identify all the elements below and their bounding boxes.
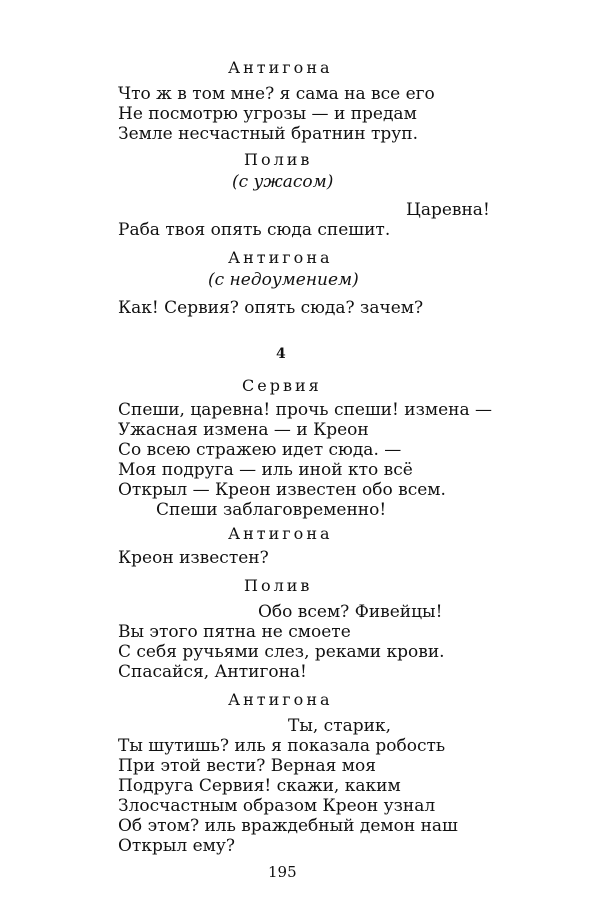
verse-line: Обо всем? Фивейцы! [258, 602, 443, 622]
verse-line: Подруга Сервия! скажи, каким [118, 776, 401, 796]
speaker-name: Антигона [228, 524, 333, 543]
verse-line: Об этом? иль враждебный демон наш [118, 816, 458, 836]
verse-line: Злосчастным образом Креон узнал [118, 796, 436, 816]
verse-line: Спасайся, Антигона! [118, 662, 307, 682]
section-number: 4 [276, 346, 286, 362]
verse-line: Со всею стражею идет сюда. — [118, 440, 402, 460]
verse-line: Открыл — Креон известен обо всем. [118, 480, 446, 500]
speaker-name: Антигона [228, 690, 333, 709]
verse-line: Земле несчастный братнин труп. [118, 124, 419, 144]
speaker-name: Антигона [228, 58, 333, 77]
verse-line: Моя подруга — иль иной кто всё [118, 460, 413, 480]
verse-line: Вы этого пятна не смоете [118, 622, 351, 642]
verse-line: Как! Сервия? опять сюда? зачем? [118, 298, 424, 318]
verse-line: С себя ручьями слез, реками крови. [118, 642, 445, 662]
verse-line: Царевна! [406, 200, 490, 220]
verse-line: Ты шутишь? иль я показала робость [118, 736, 446, 756]
verse-line: Что ж в том мне? я сама на все его [118, 84, 435, 104]
page-number: 195 [268, 863, 297, 881]
verse-line: Не посмотрю угрозы — и предам [118, 104, 417, 124]
verse-line: Ты, старик, [288, 716, 391, 736]
speaker-name: Сервия [242, 376, 322, 395]
verse-line: Раба твоя опять сюда спешит. [118, 220, 391, 240]
verse-line: Креон известен? [118, 548, 269, 568]
speaker-name: Полив [244, 150, 313, 169]
verse-line: Открыл ему? [118, 836, 235, 856]
speaker-name: Полив [244, 576, 313, 595]
verse-line: Спеши, царевна! прочь спеши! измена — [118, 400, 493, 420]
stage-direction: (с ужасом) [232, 172, 334, 192]
verse-line: Спеши заблаговременно! [156, 500, 387, 520]
speaker-name: Антигона [228, 248, 333, 267]
stage-direction: (с недоумением) [208, 270, 359, 290]
verse-line: Ужасная измена — и Креон [118, 420, 369, 440]
verse-line: При этой вести? Верная моя [118, 756, 376, 776]
